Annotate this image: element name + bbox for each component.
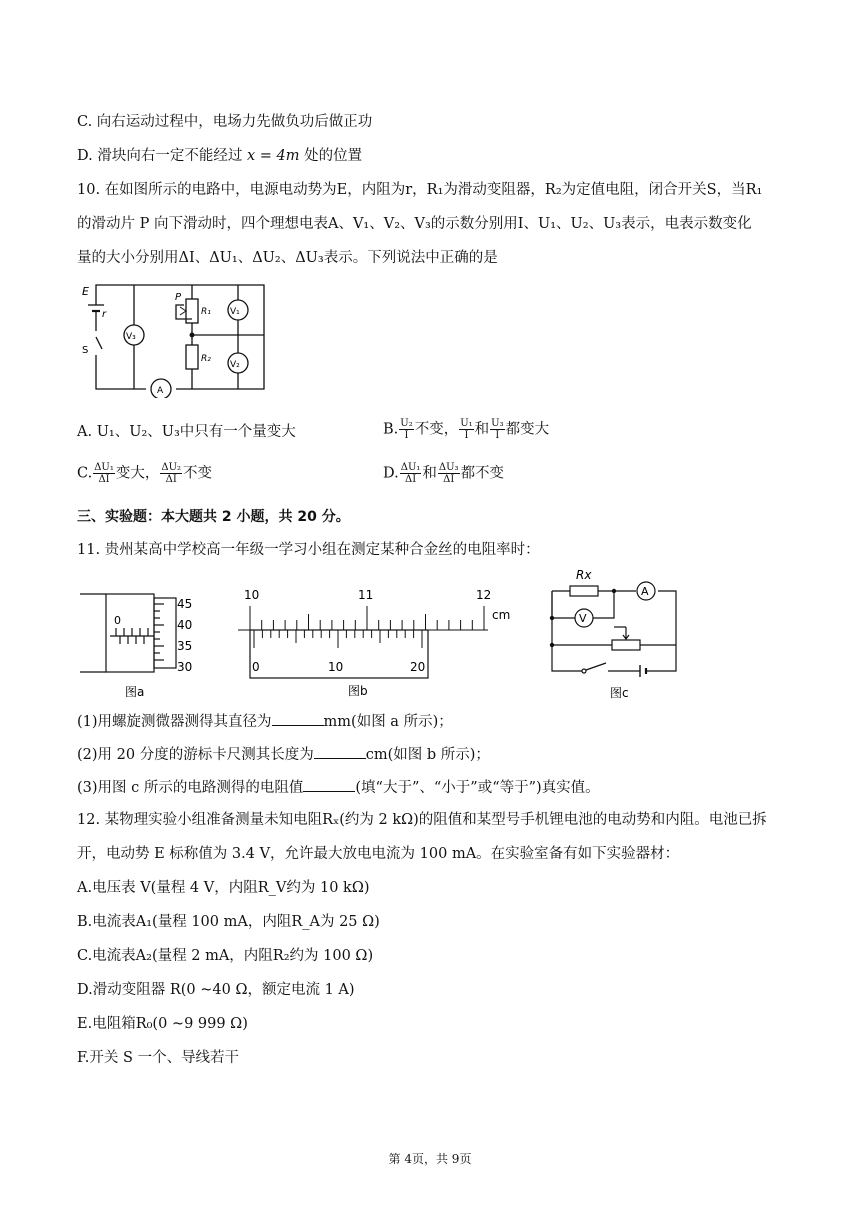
q12-equipment-e: E.电阻箱R₀(0 ~9 999 Ω) (77, 1016, 248, 1032)
page-footer: 第 4页，共 9页 (388, 1152, 472, 1166)
figc-label-rx: Rx (576, 568, 592, 582)
q11-figure-a-micrometer (80, 592, 200, 702)
circuit-label-r2: R₂ (201, 354, 211, 364)
figc-label-a: A (641, 585, 649, 598)
q10-option-c: C. $\frac{\text{ΔU₁}}{\Delta I}$ 变大， $\frac{\text{ΔU₂}}{\Delta I}$ 不变 (77, 462, 213, 485)
q12-stem-line1: 12. 某物理实验小组准备测量未知电阻Rₓ(约为 2 kΩ)的阻值和某型号手机锂电池的电动势和内阻。电池已拆 (77, 812, 767, 828)
vernier-sub-0: 0 (252, 660, 260, 674)
q12-stem-line2: 开，电动势 E 标称值为 3.4 V，允许最大放电电流为 100 mA。在实验室备有如下实验器材： (77, 846, 680, 862)
q12-equipment-a: A.电压表 V(量程 4 V，内阻R_V约为 10 kΩ) (77, 880, 370, 896)
micrometer-tick-40: 40 (177, 618, 193, 632)
vernier-sub-10: 10 (328, 660, 344, 674)
circuit-label-v1: V₁ (230, 307, 240, 317)
q11-intro: 11. 贵州某高中学校高一年级一学习小组在测定某种合金丝的电阻率时： (77, 542, 540, 558)
q12-equipment-f: F.开关 S 一个、导线若干 (77, 1050, 240, 1066)
vernier-unit: cm (492, 608, 511, 622)
circuit-label-e: E (82, 285, 89, 298)
answer-blank-1[interactable] (272, 711, 324, 726)
q10-circuit-diagram (80, 283, 270, 398)
q10-option-d: D. $\frac{\text{ΔU₁}}{\Delta I}$ 和 $\frac{\text{ΔU₃}}{\Delta I}$ 都不变 (383, 462, 505, 485)
circuit-label-r: r (102, 309, 107, 320)
q11-part-2: (2)用 20 分度的游标卡尺测其长度为 cm(如图 b 所示)； (77, 744, 490, 765)
q10-option-b: B. $\frac{\text{U₂}}{I}$ 不变， $\frac{\text{U₁}}{I}$ 和 $\frac{\text{U₃}}{I}$ 都变大 (383, 418, 550, 441)
q10-option-a: A. U₁、U₂、U₃中只有一个量变大 (77, 424, 296, 440)
vernier-main-10: 10 (244, 588, 260, 602)
q9-option-d: D. 滑块向右一定不能经过 x = 4m 处的位置 (77, 148, 363, 164)
figure-b-caption: 图b (348, 684, 368, 698)
micrometer-tick-35: 35 (177, 639, 193, 653)
q11-part-1: (1)用螺旋测微器测得其直径为 mm(如图 a 所示)； (77, 711, 453, 732)
circuit-label-a: A (157, 386, 164, 396)
q10-stem-line2: 的滑动片 P 向下滑动时，四个理想电表A、V₁、V₂、V₃的示数分别用I、U₁、U₂、U₃表示，电表示数变化 (77, 216, 752, 232)
micrometer-main-zero: 0 (114, 614, 121, 627)
q12-equipment-d: D.滑动变阻器 R(0 ~40 Ω，额定电流 1 A) (77, 982, 355, 998)
vernier-main-12: 12 (476, 588, 492, 602)
q12-equipment-b: B.电流表A₁(量程 100 mA，内阻R_A为 25 Ω) (77, 914, 380, 930)
micrometer-tick-30: 30 (177, 660, 193, 674)
q12-equipment-c: C.电流表A₂(量程 2 mA，内阻R₂约为 100 Ω) (77, 948, 374, 964)
answer-blank-3[interactable] (303, 777, 355, 792)
circuit-label-v3: V₃ (126, 332, 136, 342)
q11-figure-b-vernier (238, 585, 518, 700)
circuit-label-r1: R₁ (201, 307, 211, 317)
figure-c-caption: 图c (610, 686, 629, 700)
q10-stem-line3: 量的大小分别用ΔI、ΔU₁、ΔU₂、ΔU₃表示。下列说法中正确的是 (77, 250, 498, 266)
figure-a-caption: 图a (125, 685, 145, 699)
figc-label-v: V (579, 612, 587, 625)
answer-blank-2[interactable] (314, 744, 366, 759)
circuit-label-v2: V₂ (230, 360, 240, 370)
vernier-main-11: 11 (358, 588, 374, 602)
section-3-heading: 三、实验题：本大题共 2 小题，共 20 分。 (77, 509, 350, 525)
circuit-label-s: S (82, 345, 89, 356)
q11-figure-c-circuit (548, 563, 688, 703)
vernier-sub-20: 20 (410, 660, 426, 674)
circuit-label-p: P (175, 292, 182, 303)
q11-part-3: (3)用图 c 所示的电路测得的电阻值 (填“大于”、“小于”或“等于”)真实值。 (77, 777, 600, 798)
q10-stem-line1: 10. 在如图所示的电路中，电源电动势为E，内阻为r，R₁为滑动变阻器，R₂为定值电阻，闭合开关S，当R₁ (77, 182, 763, 198)
micrometer-tick-45: 45 (177, 597, 193, 611)
q9-option-c: C. 向右运动过程中，电场力先做负功后做正功 (77, 114, 373, 130)
